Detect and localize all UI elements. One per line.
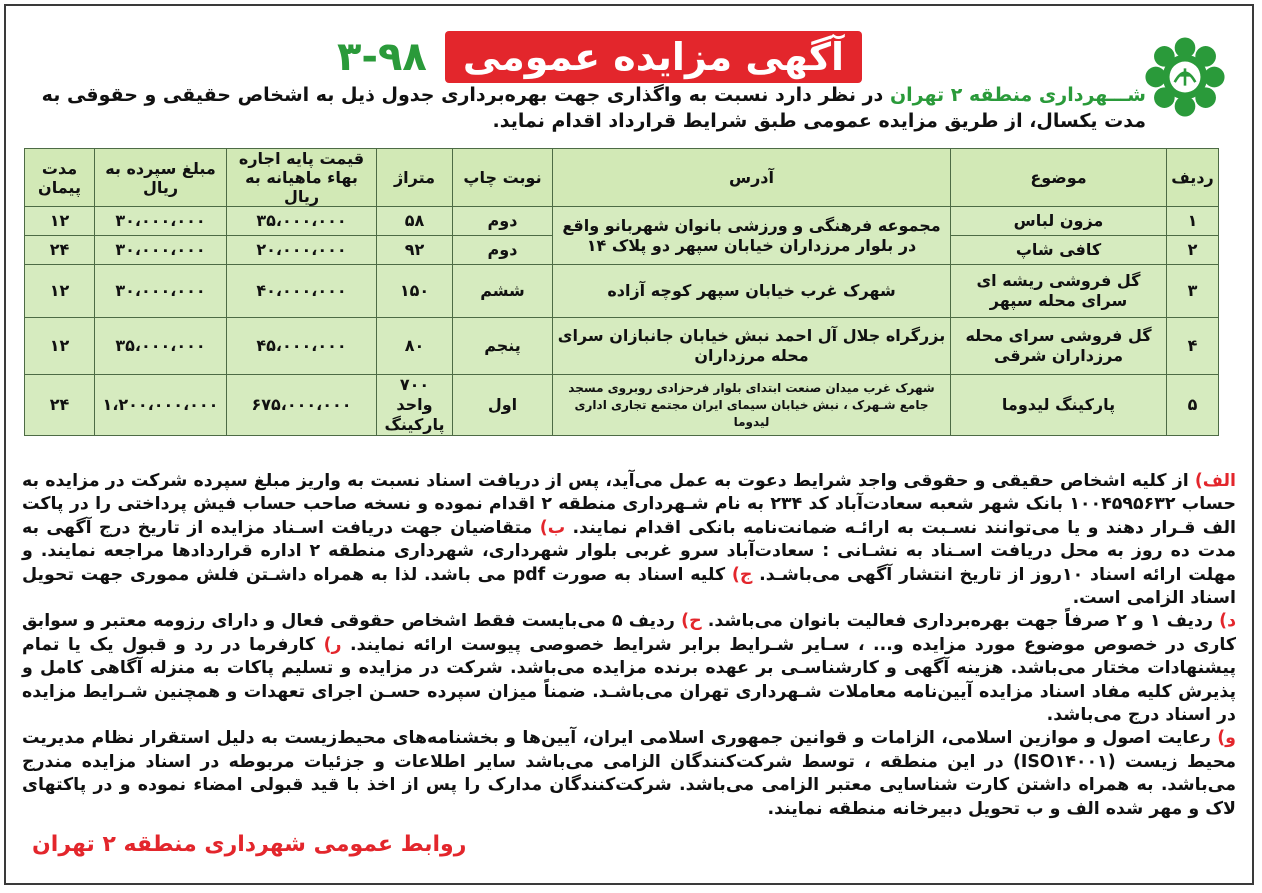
- clause-r-text: کارفرما در رد و قبول یک یا تمام پیشنهادات مختار می‌باشد. هزینه آگهی و کارشناسـی بر عهده برنده مزایده می‌باشد. شرکت در مزایده و تسلیم پاکات به منزله آگاهی کامل و پذیرش کلیه مفاد اسناد مزایده آیین‌نامه معاملات شـهرداری تهران می‌باشـد. ضمناً میزان سپرده حسـن اجرای تعهدات و همچنین شـرایط مزایده در اسناد درج می‌باشد.: [22, 634, 1236, 726]
- row-contract-term: ۱۲: [25, 265, 95, 318]
- header-address: آدرس: [553, 149, 951, 207]
- row-base-price: ۴۰،۰۰۰،۰۰۰: [227, 265, 377, 318]
- auction-items-table: [24, 148, 1219, 436]
- row-print-turn: اول: [453, 375, 553, 436]
- table-row: [25, 375, 1219, 436]
- row-subject: کافی شاپ: [951, 236, 1167, 265]
- row-subject: مزون لباس: [951, 207, 1167, 236]
- intro-paragraph: [22, 82, 1242, 134]
- header-subject: موضوع: [951, 149, 1167, 207]
- row-base-price: ۲۰،۰۰۰،۰۰۰: [227, 236, 377, 265]
- row-address: بزرگراه جلال آل احمد نبش خیابان جانبازان سرای محله مرزداران: [553, 318, 951, 375]
- row-area: ۷۰۰ واحد پارکینگ: [377, 375, 453, 436]
- row-deposit: ۱،۲۰۰،۰۰۰،۰۰۰: [95, 375, 227, 436]
- table-row: [25, 265, 1219, 318]
- table-header-row: [25, 149, 1219, 207]
- row-base-price: ۶۷۵،۰۰۰،۰۰۰: [227, 375, 377, 436]
- row-address: شهرک غرب خیابان سپهر کوچه آزاده: [553, 265, 951, 318]
- row-print-turn: ششم: [453, 265, 553, 318]
- clause-d-marker: د): [1219, 611, 1237, 632]
- row-address: مجموعه فرهنگی و ورزشی بانوان شهربانو واقع در بلوار مرزداران خیابان سپهر دو پلاک ۱۴: [553, 207, 951, 265]
- row-number: ۴: [1167, 318, 1219, 375]
- clause-h-marker: ح): [681, 611, 702, 632]
- row-subject: گل فروشی ریشه ای سرای محله سپهر: [951, 265, 1167, 318]
- notice-content: [16, 14, 1242, 875]
- notice-number: ۳-۹۸: [336, 34, 427, 80]
- clause-a-text: از کلیه اشخاص حقیقی و حقوقی واجد شرایط دعوت به عمل می‌آید، پس از دریافت اسناد نسبت به واریز مبلغ سپرده شرکت در مزایده به حساب ۱۰۰۴۵۹۵۶۳۲ بانک شهر شعبه سعادت‌آباد کد ۲۳۴ به نام شـهرداری منطقه ۲ اقدام نموده و نسخه صاحب حساب فیش پرداختی را در پاکت الف قـرار دهند و یا می‌توانند نسـبت به ارائـه ضمانت‌نامه بانکی اقدام نمایند.: [22, 471, 1237, 538]
- table-row: [25, 207, 1219, 236]
- clause-b-text: متقاضیان جهت دریافت اسـناد مزایده از تاریخ درج آگهی به مدت ده روز به محل دریافت اسـناد به نشـانی : سعادت‌آباد سرو غربی بلوار شهرداری، شهرداری منطقه ۲ اداره قراردادها مراجعه نمایند. و مهلت ارائه اسناد ۱۰روز از تاریخ انتشار آگهی می‌باشـد.: [22, 517, 1236, 585]
- clause-v-text: رعایت اصول و موازین اسلامی، الزامات و قوانین جمهوری اسلامی ایران، آیین‌ها و بخشنامه‌های محیط‌زیست به دلیل استقرار نظام مدیریت محیط زیست (ISO۱۴۰۰۱) در این منطقه ، توسط شرکت‌کنندگان الزامی می‌باشد سایر اطلاعات و جزئیات مربوطه در اسناد مزایده مندرج می‌باشد. به همراه داشتن کارت شناسایی معتبر الزامی می‌باشد. شرکت‌کنندگان مدارک را پس از اخذ با قید قبولی امضاء نموده و در پاکتهای لاک و مهر شده الف و ب تحویل دبیرخانه منطقه نمایند.: [22, 728, 1236, 819]
- row-area: ۹۲: [377, 236, 453, 265]
- row-subject: گل فروشی سرای محله مرزداران شرقی: [951, 318, 1167, 375]
- clause-c-marker: ج): [731, 564, 753, 585]
- header-contract-term: مدت پیمان: [25, 149, 95, 207]
- clause-c-text: کلیه اسناد به صورت pdf می باشد. لذا به همراه داشـتن فلش مموری جهت تحویل اسناد الزامی است.: [22, 564, 1236, 609]
- row-subject: پارکینگ لیدوما: [951, 375, 1167, 436]
- row-address: شهرک غرب میدان صنعت ابتدای بلوار فرحزادی روبروی مسجد جامع شـهرک ، نبش خیابان سیمای ایران مجتمع تجاری اداری لیدوما: [553, 375, 951, 436]
- notice-headline: [337, 28, 862, 86]
- clause-r-marker: ر): [323, 634, 342, 655]
- header-area: متراژ: [377, 149, 453, 207]
- clause-d-text: ردیف ۱ و ۲ صرفاً جهت بهره‌برداری فعالیت بانوان می‌باشد.: [701, 611, 1220, 632]
- row-area: ۵۸: [377, 207, 453, 236]
- header-base-price: قیمت پایه اجاره بهاء ماهیانه به ریال: [227, 149, 377, 207]
- clause-v-marker: و): [1217, 728, 1236, 749]
- row-area: ۱۵۰: [377, 265, 453, 318]
- row-contract-term: ۲۴: [25, 375, 95, 436]
- row-print-turn: دوم: [453, 236, 553, 265]
- header-deposit: مبلغ سپرده به ریال: [95, 149, 227, 207]
- row-print-turn: پنجم: [453, 318, 553, 375]
- public-relations-signature: روابط عمومی شهرداری منطقه ۲ تهران: [32, 832, 467, 857]
- row-base-price: ۳۵،۰۰۰،۰۰۰: [227, 207, 377, 236]
- header-print-turn: نوبت چاپ: [453, 149, 553, 207]
- clause-h-text: ردیف ۵ می‌بایست فقط اشخاص حقوقی فعال و دارای رزومه معتبر و سوابق کاری در خصوص موضوع مورد مزایده و... ، سـایر شـرایط برابر شرایط خصوصی پیوست ارائه نمایند.: [22, 611, 1236, 655]
- row-deposit: ۳۰،۰۰۰،۰۰۰: [95, 265, 227, 318]
- row-contract-term: ۱۲: [25, 207, 95, 236]
- intro-text: در نظر دارد نسبت به واگذاری جهت بهره‌برداری جدول ذیل به اشخاص حقیقی و حقوقی به مدت یکسال، از طریق مزایده عمومی طبق شرایط قرارداد اقدام نماید.: [41, 84, 1146, 132]
- table-row: [25, 318, 1219, 375]
- row-print-turn: دوم: [453, 207, 553, 236]
- row-number: ۵: [1167, 375, 1219, 436]
- organization-name: شـــهرداری منطقه ۲ تهران: [889, 84, 1146, 106]
- row-number: ۲: [1167, 236, 1219, 265]
- row-deposit: ۳۰،۰۰۰،۰۰۰: [95, 207, 227, 236]
- row-number: ۱: [1167, 207, 1219, 236]
- row-contract-term: ۱۲: [25, 318, 95, 375]
- notice-title: آگهی مزایده عمومی: [445, 31, 862, 83]
- clause-b-marker: ب): [539, 517, 566, 538]
- header-row-number: ردیف: [1167, 149, 1219, 207]
- row-deposit: ۳۵،۰۰۰،۰۰۰: [95, 318, 227, 375]
- row-base-price: ۴۵،۰۰۰،۰۰۰: [227, 318, 377, 375]
- row-deposit: ۳۰،۰۰۰،۰۰۰: [95, 236, 227, 265]
- row-contract-term: ۲۴: [25, 236, 95, 265]
- notice-frame: [4, 4, 1254, 885]
- row-number: ۳: [1167, 265, 1219, 318]
- clause-a-marker: الف): [1194, 471, 1236, 491]
- conditions-text: [22, 470, 1236, 821]
- row-area: ۸۰: [377, 318, 453, 375]
